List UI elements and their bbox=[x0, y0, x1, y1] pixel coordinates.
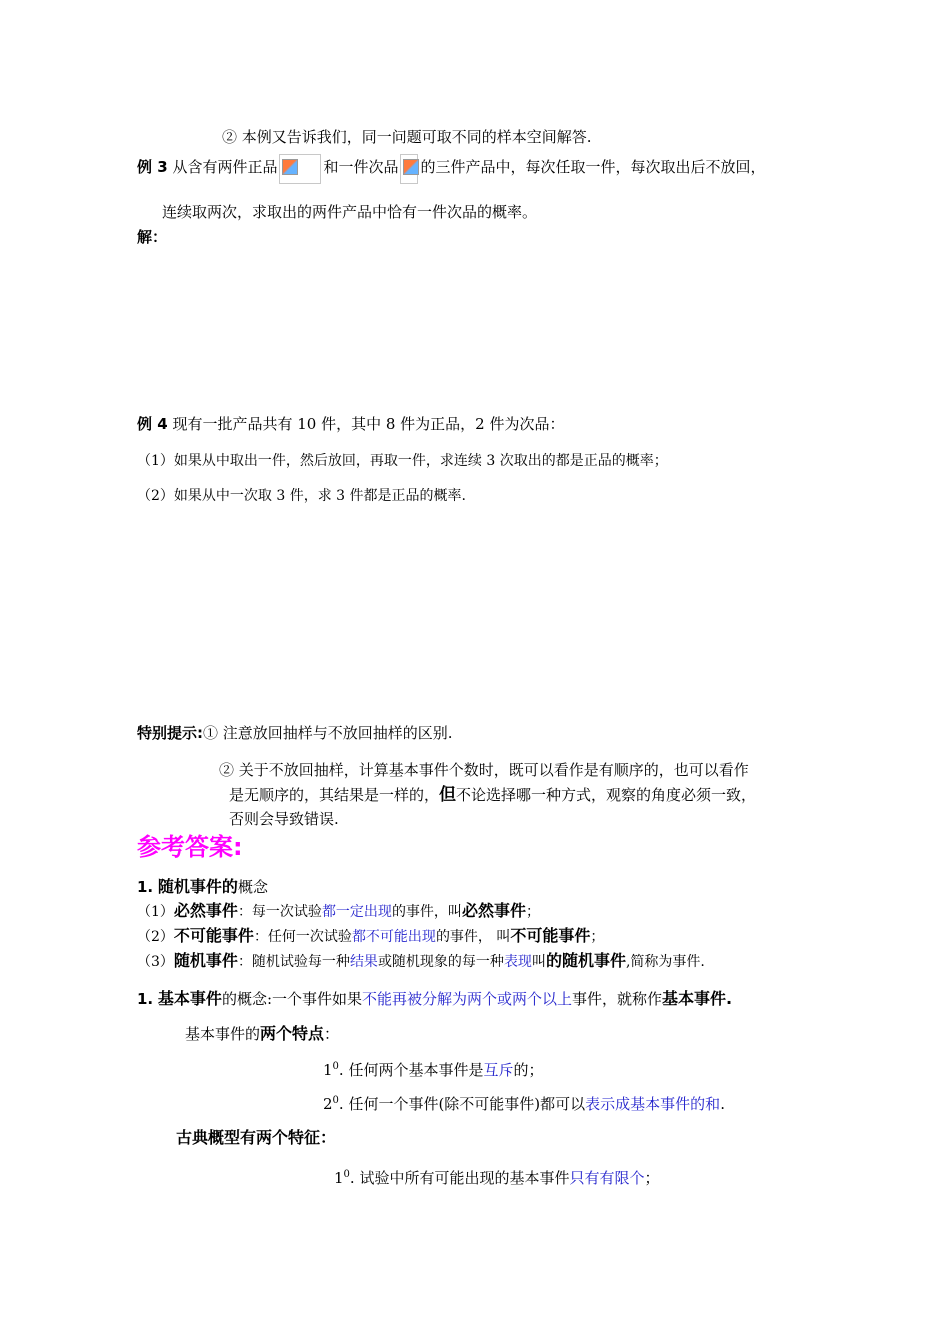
broken-image-icon bbox=[279, 154, 321, 184]
text: 或随机现象的每一种 bbox=[377, 954, 504, 970]
text: 必然事件 bbox=[461, 901, 526, 920]
answer-2 bbox=[137, 925, 604, 948]
text: ① 注意放回抽样与不放回抽样的区别. bbox=[203, 724, 453, 742]
example-4-q1: （1）如果从中取出一件，然后放回，再取一件，求连续 3 次取出的都是正品的概率； bbox=[137, 453, 668, 469]
example-4-line1 bbox=[137, 413, 564, 435]
text: 但 bbox=[439, 785, 457, 805]
text: （2） bbox=[137, 929, 174, 945]
text: 基本事件的 bbox=[185, 1025, 261, 1043]
text: ； bbox=[644, 1169, 660, 1187]
text: 不论选择哪一种方式，观察的角度必须一致， bbox=[456, 786, 757, 804]
example-4-label: 例 4 bbox=[137, 415, 168, 433]
text: 基本事件 bbox=[157, 989, 222, 1008]
feature-2 bbox=[323, 1090, 725, 1115]
text: 不能再被分解为两个或两个以上 bbox=[362, 990, 573, 1008]
text: 随机事件的 bbox=[157, 877, 238, 896]
feature-1 bbox=[323, 1056, 544, 1081]
text: 表现 bbox=[503, 954, 532, 970]
text: 必然事件 bbox=[173, 901, 238, 920]
text: 从含有两件正品 bbox=[172, 158, 278, 176]
text: 不可能事件 bbox=[173, 926, 254, 945]
classical-heading: 古典概型有两个特征： bbox=[176, 1128, 337, 1147]
classical-feature-1 bbox=[334, 1164, 660, 1189]
text: 和一件次品 bbox=[323, 158, 399, 176]
text: 表示成基本事件的和 bbox=[585, 1095, 721, 1113]
text: （1） bbox=[137, 904, 174, 920]
text: 1 bbox=[334, 1169, 344, 1187]
text: . bbox=[720, 1095, 725, 1113]
text: ：每一次试验 bbox=[237, 904, 322, 920]
answer-1 bbox=[137, 900, 540, 923]
tip-label: 特别提示: bbox=[137, 724, 203, 742]
example-4-q2: （2）如果从中一次取 3 件，求 3 件都是正品的概率. bbox=[137, 488, 466, 504]
text: ：任何一次试验 bbox=[253, 929, 352, 945]
tip-line2: ② 关于不放回抽样，计算基本事件个数时，既可以看作是有顺序的，也可以看作 bbox=[219, 761, 749, 779]
text: 不可能事件 bbox=[510, 926, 591, 945]
text: ,简称为事件. bbox=[625, 954, 705, 970]
text: 0 bbox=[343, 1169, 350, 1180]
example-3-label: 例 3 bbox=[137, 158, 168, 176]
text: 的事件，叫 bbox=[391, 904, 462, 920]
text: 2 bbox=[323, 1095, 333, 1113]
text: 是无顺序的，其结果是一样的， bbox=[229, 786, 440, 804]
text: 随机事件 bbox=[173, 951, 238, 970]
text: 都一定出现 bbox=[321, 904, 392, 920]
text: 结果 bbox=[349, 954, 378, 970]
text: 1 bbox=[323, 1061, 333, 1079]
example-3-line1 bbox=[137, 154, 766, 184]
text: . 试验中所有可能出现的基本事件 bbox=[349, 1169, 570, 1187]
solution-label: 解： bbox=[137, 228, 168, 246]
text: 0 bbox=[332, 1061, 339, 1072]
answer-3 bbox=[137, 950, 705, 973]
answer-title: 参考答案: bbox=[137, 833, 243, 861]
tip-line3 bbox=[229, 784, 756, 806]
text: 0 bbox=[332, 1095, 339, 1106]
text: 的概念:一个事件如果 bbox=[221, 990, 362, 1008]
example-3-line2: 连续取两次，求取出的两件产品中恰有一件次品的概率。 bbox=[162, 203, 538, 221]
text: 的； bbox=[513, 1061, 544, 1079]
section-2-title bbox=[137, 988, 732, 1010]
text: 互斥 bbox=[483, 1061, 514, 1079]
text: 事件，就称作 bbox=[572, 990, 663, 1008]
text: . 任何两个基本事件是 bbox=[338, 1061, 484, 1079]
text: ： bbox=[324, 1025, 340, 1043]
text: ； bbox=[590, 929, 605, 945]
text: 两个特点 bbox=[260, 1024, 325, 1043]
text: 的事件， 叫 bbox=[435, 929, 511, 945]
features-heading bbox=[185, 1023, 339, 1045]
text: . 任何一个事件(除不可能事件)都可以 bbox=[338, 1095, 586, 1113]
section-1-title bbox=[137, 876, 268, 898]
text: 的随机事件 bbox=[545, 951, 626, 970]
text: 基本事件. bbox=[662, 989, 733, 1008]
text: （3） bbox=[137, 954, 174, 970]
text: 1. bbox=[137, 878, 154, 896]
text: 只有有限个 bbox=[569, 1169, 645, 1187]
text: 概念 bbox=[237, 878, 268, 896]
text: 叫 bbox=[531, 954, 546, 970]
text: 的三件产品中，每次任取一件，每次取出后不放回， bbox=[420, 158, 766, 176]
text: 1. bbox=[137, 990, 154, 1008]
text: ：随机试验每一种 bbox=[237, 954, 350, 970]
text: 现有一批产品共有 10 件，其中 8 件为正品，2 件为次品： bbox=[172, 415, 565, 433]
tip-line4: 否则会导致错误. bbox=[229, 810, 339, 828]
tip-line1 bbox=[137, 722, 453, 744]
text: 都不可能出现 bbox=[351, 929, 436, 945]
text: ； bbox=[525, 904, 540, 920]
remark-2: ② 本例又告诉我们，同一问题可取不同的样本空间解答. bbox=[222, 128, 592, 146]
broken-image-icon bbox=[400, 154, 418, 184]
